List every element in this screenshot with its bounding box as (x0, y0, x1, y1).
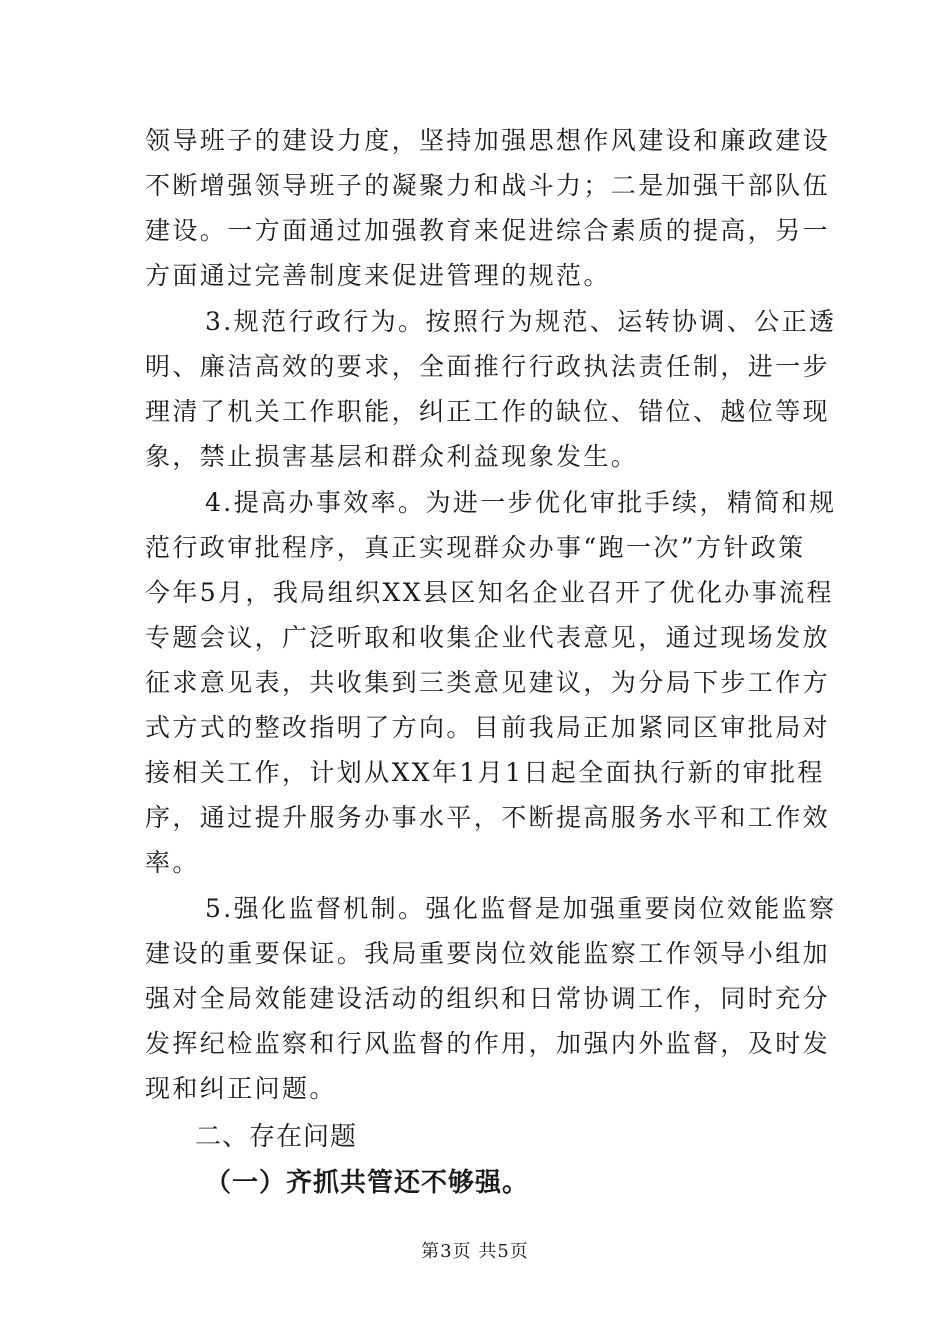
body-line: 发挥纪检监察和行风监督的作用，加强内外监督，及时发 (145, 1029, 831, 1058)
paragraph-first-line: 3.规范行政行为。按照行为规范、运转协调、公正透 (205, 307, 837, 336)
body-line: 领导班子的建设力度，坚持加强思想作风建设和廉政建设 (145, 126, 831, 155)
body-line: 范行政审批程序，真正实现群众办事“跑一次”方针政策 (145, 533, 806, 562)
page-footer: 第3页 共5页 (421, 1241, 529, 1262)
body-line: 式方式的整改指明了方向。目前我局正加紧同区审批局对 (145, 713, 831, 742)
body-line: 理清了机关工作职能，纠正工作的缺位、错位、越位等现 (145, 397, 831, 426)
body-line: 率。 (145, 848, 200, 877)
subsection-heading: （一）齐抓共管还不够强。 (205, 1168, 530, 1198)
body-line: 今年5月，我局组织XX县区知名企业召开了优化办事流程 (145, 578, 834, 607)
body-line: 明、廉洁高效的要求，全面推行行政执法责任制，进一步 (145, 352, 831, 381)
paragraph-first-line: 4.提高办事效率。为进一步优化审批手续，精简和规 (205, 488, 837, 517)
body-line: 序，通过提升服务办事水平，不断提高服务水平和工作效 (145, 803, 831, 832)
body-line: 专题会议，广泛听取和收集企业代表意见，通过现场发放 (145, 623, 831, 652)
body-line: 接相关工作，计划从XX年1月1日起全面执行新的审批程 (145, 758, 825, 787)
body-line: 现和纠正问题。 (145, 1074, 337, 1103)
body-line: 方面通过完善制度来促进管理的规范。 (145, 261, 611, 290)
body-line: 建设的重要保证。我局重要岗位效能监察工作领导小组加 (145, 939, 831, 968)
body-line: 征求意见表，共收集到三类意见建议，为分局下步工作方 (145, 668, 831, 697)
body-line: 象，禁止损害基层和群众利益现象发生。 (145, 442, 639, 471)
section-heading: 二、存在问题 (195, 1122, 358, 1152)
paragraph-first-line: 5.强化监督机制。强化监督是加强重要岗位效能监察 (205, 894, 837, 923)
body-line: 不断增强领导班子的凝聚力和战斗力；二是加强干部队伍 (145, 171, 831, 200)
body-line: 建设。一方面通过加强教育来促进综合素质的提高，另一 (145, 216, 831, 245)
body-line: 强对全局效能建设活动的组织和日常协调工作，同时充分 (145, 984, 831, 1013)
